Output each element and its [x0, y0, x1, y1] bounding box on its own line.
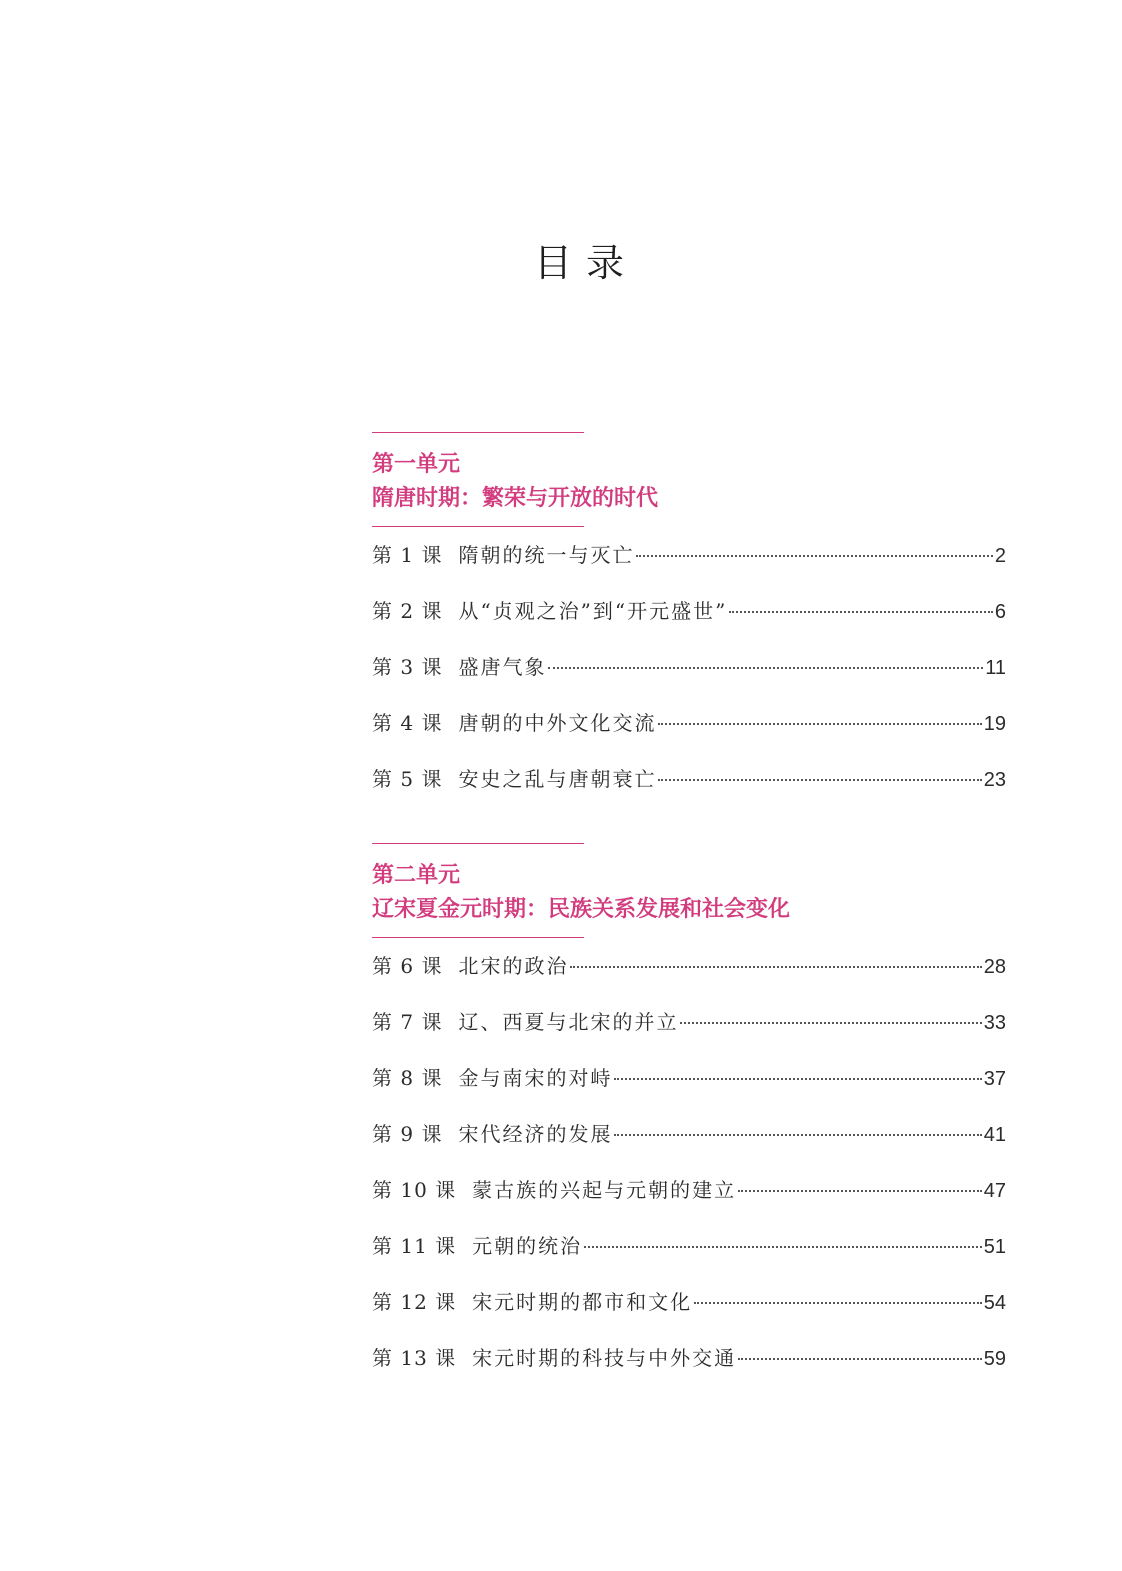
lesson-number: 第 9 课 — [372, 1122, 443, 1146]
toc-entry[interactable] — [372, 1176, 1006, 1232]
toc-entry[interactable] — [372, 1232, 1006, 1288]
lesson-title: 从“贞观之治”到“开元盛世” — [458, 599, 728, 623]
lesson-number: 第 7 课 — [372, 1010, 443, 1034]
toc-entry[interactable] — [372, 1008, 1006, 1064]
toc-entry[interactable] — [372, 1120, 1006, 1176]
page-number: 37 — [983, 1068, 1006, 1090]
dot-leader — [548, 667, 983, 669]
lesson-number: 第 13 课 — [372, 1346, 457, 1370]
dot-leader — [584, 1246, 982, 1248]
unit-1 — [372, 432, 1006, 821]
lesson-number: 第 1 课 — [372, 543, 443, 567]
lesson-title: 金与南宋的对峙 — [458, 1066, 613, 1090]
lesson-title: 宋元时期的科技与中外交通 — [472, 1346, 737, 1370]
unit-title: 辽宋夏金元时期：民族关系发展和社会变化 — [372, 896, 791, 922]
lesson-list — [372, 541, 1006, 821]
page-number: 28 — [983, 956, 1006, 978]
toc-entry[interactable] — [372, 541, 1006, 597]
toc-entry[interactable] — [372, 1064, 1006, 1120]
lesson-number: 第 12 课 — [372, 1290, 457, 1314]
page-number: 19 — [983, 713, 1006, 735]
lesson-title: 北宋的政治 — [458, 954, 569, 978]
lesson-number: 第 11 课 — [372, 1234, 457, 1258]
toc-entry[interactable] — [372, 597, 1006, 653]
lesson-number: 第 8 课 — [372, 1066, 443, 1090]
lesson-title: 隋朝的统一与灭亡 — [458, 543, 635, 567]
unit-2 — [372, 843, 1006, 1400]
lesson-title: 宋代经济的发展 — [458, 1122, 613, 1146]
dot-leader — [738, 1190, 982, 1192]
lesson-number: 第 3 课 — [372, 655, 443, 679]
dot-leader — [680, 1022, 981, 1024]
toc-entry[interactable] — [372, 1344, 1006, 1400]
page-title: 目录 — [533, 241, 638, 285]
lesson-number: 第 2 课 — [372, 599, 443, 623]
page-number: 6 — [994, 601, 1006, 623]
toc-entry[interactable] — [372, 765, 1006, 821]
dot-leader — [570, 966, 981, 968]
unit-title: 隋唐时期：繁荣与开放的时代 — [372, 485, 659, 511]
lesson-title: 安史之乱与唐朝衰亡 — [458, 767, 657, 791]
lesson-title: 蒙古族的兴起与元朝的建立 — [472, 1178, 737, 1202]
dot-leader — [614, 1134, 981, 1136]
lesson-number: 第 6 课 — [372, 954, 443, 978]
page-number: 11 — [985, 657, 1006, 679]
toc-entry[interactable] — [372, 1288, 1006, 1344]
unit-label: 第二单元 — [372, 862, 461, 888]
unit-divider-bottom — [372, 937, 584, 938]
dot-leader — [614, 1078, 981, 1080]
lesson-title: 盛唐气象 — [458, 655, 547, 679]
toc-entry[interactable] — [372, 952, 1006, 1008]
lesson-list — [372, 952, 1006, 1400]
page-number: 59 — [983, 1348, 1006, 1370]
dot-leader — [658, 779, 981, 781]
page-number: 23 — [983, 769, 1006, 791]
lesson-title: 唐朝的中外文化交流 — [458, 711, 657, 735]
lesson-title: 辽、西夏与北宋的并立 — [458, 1010, 679, 1034]
lesson-title: 元朝的统治 — [472, 1234, 583, 1258]
page-number: 51 — [983, 1236, 1006, 1258]
page-number: 41 — [983, 1124, 1006, 1146]
dot-leader — [658, 723, 981, 725]
unit-divider-bottom — [372, 526, 584, 527]
unit-label: 第一单元 — [372, 451, 461, 477]
unit-header — [372, 433, 1006, 526]
dot-leader — [636, 555, 992, 557]
unit-header — [372, 844, 1006, 937]
page-number: 2 — [994, 545, 1006, 567]
toc-entry[interactable] — [372, 653, 1006, 709]
dot-leader — [694, 1302, 982, 1304]
dot-leader — [729, 611, 993, 613]
lesson-title: 宋元时期的都市和文化 — [472, 1290, 693, 1314]
lesson-number: 第 10 课 — [372, 1178, 457, 1202]
lesson-number: 第 5 课 — [372, 767, 443, 791]
page-number: 47 — [983, 1180, 1006, 1202]
lesson-number: 第 4 课 — [372, 711, 443, 735]
page-number: 33 — [983, 1012, 1006, 1034]
page-number: 54 — [983, 1292, 1006, 1314]
toc-entry[interactable] — [372, 709, 1006, 765]
dot-leader — [738, 1358, 982, 1360]
